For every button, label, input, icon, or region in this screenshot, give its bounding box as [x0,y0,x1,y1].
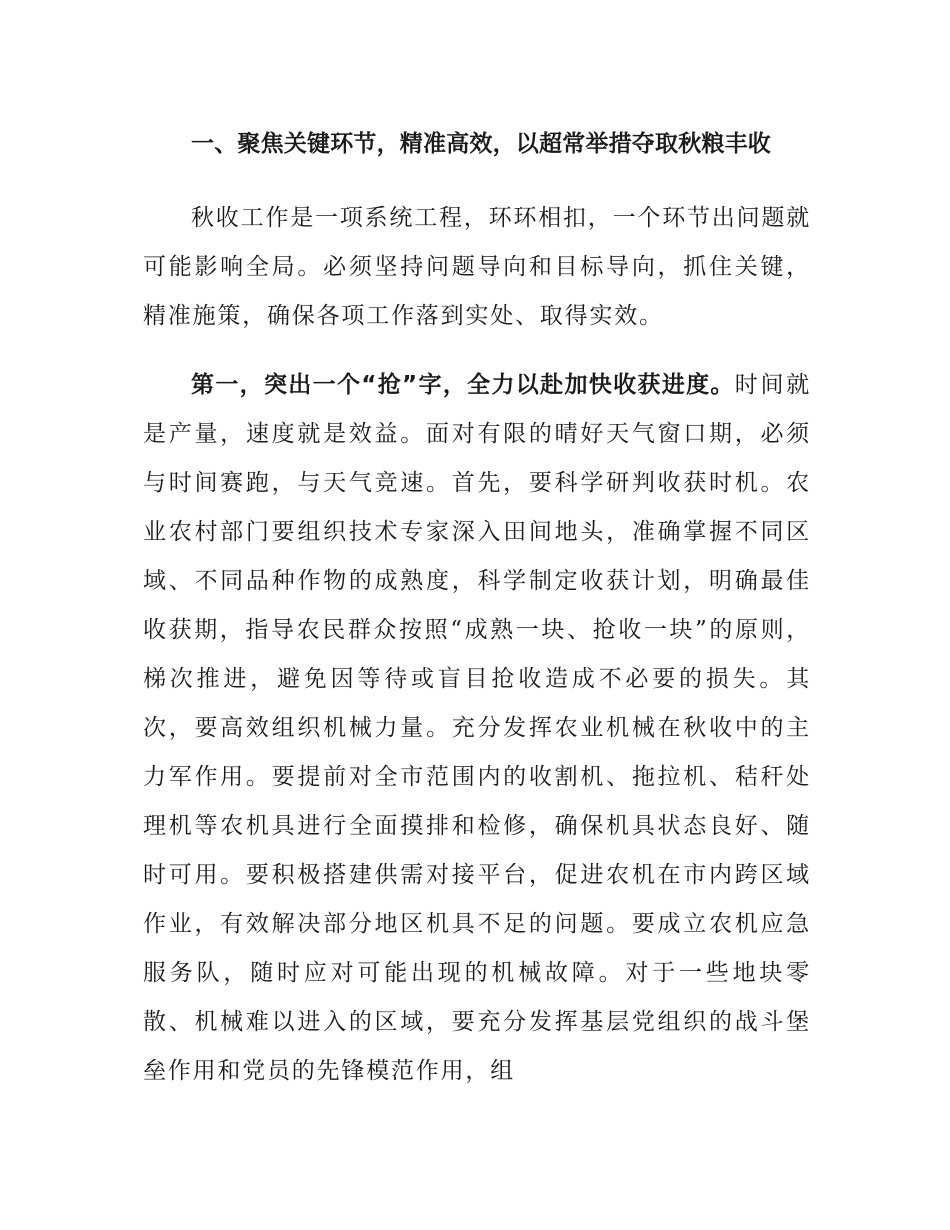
intro-paragraph: 秋收工作是一项系统工程，环环相扣，一个环节出问题就可能影响全局。必须坚持问题导向和目标导向，抓住关键，精准施策，确保各项工作落到实处、取得实效。 [143,205,811,329]
section-heading: 一、聚焦关键环节，精准高效，以超常举措夺取秋粮丰收 [191,131,771,157]
section-one-lead: 第一，突出一个“抢”字，全力以赴加快收获进度。 [191,372,735,398]
section-one-paragraph [143,361,811,1096]
section-one-body: 时间就是产量，速度就是效益。面对有限的晴好天气窗口期，必须与时间赛跑，与天气竞速。首先，要科学研判收获时机。农业农村部门要组织技术专家深入田间地头，准确掌握不同区域、不同品种作物的成熟度，科学制定收获计划，明确最佳收获期，指导农民群众按照“成熟一块、抢收一块”的原则，梯次推进，避免因等待或盲目抢收造成不必要的损失。其次，要高效组织机械力量。充分发挥农业机械在秋收中的主力军作用。要提前对全市范围内的收割机、拖拉机、秸秆处理机等农机具进行全面摸排和检修，确保机具状态良好、随时可用。要积极搭建供需对接平台，促进农机在市内跨区域作业，有效解决部分地区机具不足的问题。要成立农机应急服务队，随时应对可能出现的机械故障。对于一些地块零散、机械难以进入的区域，要充分发挥基层党组织的战斗堡垒作用和党员的先锋模范作用，组 [143,372,812,1084]
document-body [143,118,811,1096]
